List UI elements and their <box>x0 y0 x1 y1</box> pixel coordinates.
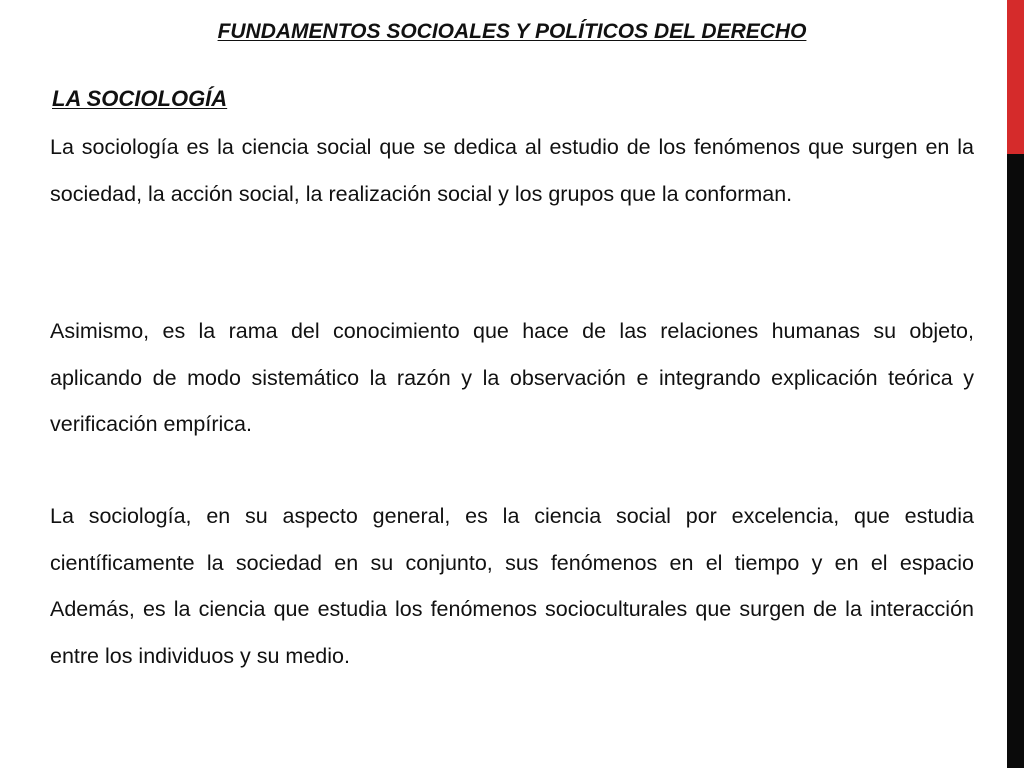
side-bar-red-segment <box>1007 0 1024 154</box>
decorative-side-bar <box>1007 0 1024 768</box>
paragraph-definition: La sociología es la ciencia social que se dedica al estudio de los fenómenos que surgen en la sociedad, la acción social, la realización social y los grupos que la conforman. <box>50 135 974 206</box>
paragraph-general-aspect: La sociología, en su aspecto general, es la ciencia social por excelencia, que estudia científicamente la sociedad en su conjunto, sus fenómenos en el tiempo y en el espacio Además, es la ciencia que estudia los fenómenos socioculturales que surgen de la interacción entre los individuos y su medio. <box>50 504 974 668</box>
section-heading: LA SOCIOLOGÍA <box>52 86 228 111</box>
paragraph-knowledge-branch: Asimismo, es la rama del conocimiento que hace de las relaciones humanas su objeto, aplicando de modo sistemático la razón y la observación e integrando explicación teórica y verificación empírica. <box>50 319 974 436</box>
slide-title: FUNDAMENTOS SOCIOALES Y POLÍTICOS DEL DERECHO <box>217 20 807 43</box>
side-bar-black-segment <box>1007 154 1024 768</box>
